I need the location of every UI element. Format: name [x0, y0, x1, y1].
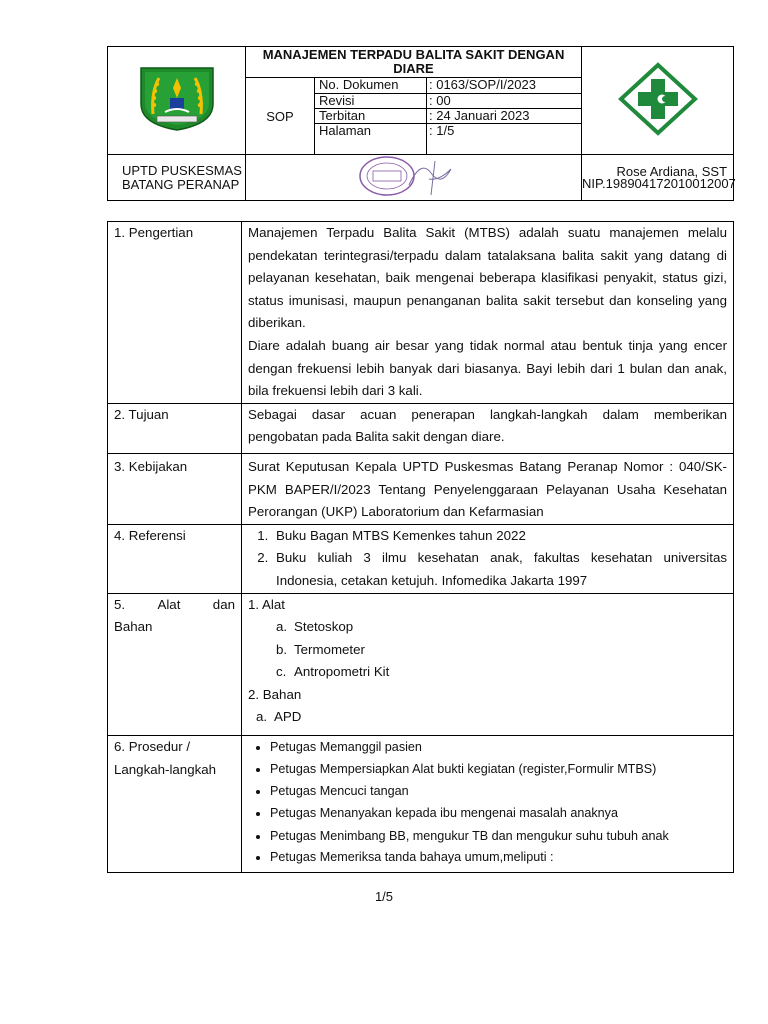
signer-name: Rose Ardiana, SST	[616, 163, 728, 179]
signature-area	[246, 155, 582, 201]
list-item: • Petugas Mencuci tangan	[270, 780, 727, 802]
list-item	[276, 639, 727, 662]
section-content	[242, 593, 734, 736]
list-text: APD	[274, 709, 302, 725]
meta-key-halaman: Halaman	[315, 124, 427, 155]
bahan-title: 2. Bahan	[248, 686, 302, 702]
list-marker: b.	[276, 641, 288, 657]
label-word-dan: dan	[212, 596, 235, 612]
list-item: • Petugas Mempersiapkan Alat bukti kegiatan (register,Formulir MTBS)	[270, 758, 727, 780]
section-tujuan	[108, 403, 734, 453]
list-marker: c.	[276, 664, 287, 680]
list-item: 2. Buku kuliah 3 ilmu kesehatan anak, fakultas kesehatan universitas Indonesia, cetakan ketujuh. Infomedika Jakarta 1997	[272, 547, 727, 592]
list-marker: a.	[276, 619, 288, 635]
label-word-alat: Alat	[157, 596, 181, 612]
list-item: • Petugas Menanyakan kepada ibu mengenai masalah anaknya	[270, 802, 727, 824]
organization-name	[108, 155, 246, 201]
section-label: 4. Referensi	[108, 524, 242, 593]
section-label	[108, 593, 242, 736]
list-item: • Petugas Memeriksa tanda bahaya umum,meliputi :	[270, 846, 727, 868]
section-label: 1. Pengertian	[108, 222, 242, 404]
official-stamp-icon	[339, 155, 489, 197]
section-label: 3. Kebijakan	[108, 453, 242, 524]
sop-label: SOP	[246, 78, 315, 155]
list-item	[276, 661, 727, 684]
meta-value-no-dokumen: : 0163/SOP/I/2023	[427, 78, 582, 94]
section-label	[108, 736, 242, 873]
kebijakan-text: Surat Keputusan Kepala UPTD Puskesmas Batang Peranap Nomor : 040/SK-PKM BAPER/I/2023 Tentang Penyelenggaraan Pelayanan Usaha Kesehatan Perorangan (UKP) Laboratorium dan Kefarmasian	[242, 453, 734, 524]
regency-emblem-cell	[108, 47, 246, 155]
list-item	[276, 616, 727, 639]
signer-info	[582, 155, 734, 201]
section-kebijakan	[108, 453, 734, 524]
meta-key-no-dokumen: No. Dokumen	[315, 78, 427, 94]
section-prosedur	[108, 736, 734, 873]
section-referensi	[108, 524, 734, 593]
label-line-2: Langkah-langkah	[114, 761, 217, 777]
meta-value-halaman: : 1/5	[427, 124, 582, 155]
meta-key-terbitan: Terbitan	[315, 109, 427, 124]
list-text: Antropometri Kit	[294, 664, 390, 680]
alat-title: 1. Alat	[248, 596, 285, 612]
label-number: 5.	[114, 596, 126, 612]
puskesmas-logo-cell	[582, 47, 734, 155]
meta-key-revisi: Revisi	[315, 94, 427, 109]
label-word-bahan: Bahan	[114, 619, 153, 635]
list-item: • Petugas Memanggil pasien	[270, 736, 727, 758]
sop-content-table	[107, 221, 734, 873]
list-item	[256, 706, 727, 729]
page-number: 1/5	[374, 889, 394, 904]
pengertian-paragraph-1: Manajemen Terpadu Balita Sakit (MTBS) adalah suatu manajemen melalu pendekatan terintegrasi/terpadu dalam tatalaksana balita sakit yang datang di pelayanan kesehatan, baik mengenai beberapa klasifikasi penyakit, status gizi, status imunisasi, maupun penanganan balita sakit tersebut dan konseling yang diberikan.	[248, 225, 727, 331]
section-content	[242, 736, 734, 873]
list-marker: a.	[256, 709, 268, 725]
organization-line-1: UPTD PUSKESMAS	[122, 162, 242, 178]
pengertian-paragraph-2: Diare adalah buang air besar yang tidak normal atau bentuk tinja yang encer dengan frekuensi lebih banyak dari biasanya. Bayi lebih dari 1 bulan dan anak, bila frekuensi lebih dari 3 kali.	[248, 337, 727, 399]
section-alat-bahan	[108, 593, 734, 736]
label-line-1: 6. Prosedur /	[114, 739, 191, 755]
section-content	[242, 222, 734, 404]
signer-nip: NIP.198904172010012007	[582, 175, 736, 191]
tujuan-text: Sebagai dasar acuan penerapan langkah-langkah dalam memberikan pengobatan pada Balita sakit dengan diare.	[242, 403, 734, 453]
list-item: • Petugas Menimbang BB, mengukur TB dan mengukur suhu tubuh anak	[270, 824, 727, 846]
section-content	[242, 524, 734, 593]
puskesmas-logo-icon	[618, 62, 698, 136]
organization-line-2: BATANG PERANAP	[122, 176, 240, 192]
regency-emblem-icon	[137, 66, 217, 132]
list-item: 1. Buku Bagan MTBS Kemenkes tahun 2022	[272, 525, 727, 548]
sop-header-table	[107, 46, 734, 201]
list-text: Termometer	[294, 641, 365, 657]
meta-value-revisi: : 00	[427, 94, 582, 109]
meta-value-terbitan: : 24 Januari 2023	[427, 109, 582, 124]
section-label: 2. Tujuan	[108, 403, 242, 453]
list-text: Stetoskop	[294, 619, 354, 635]
section-pengertian	[108, 222, 734, 404]
document-title: MANAJEMEN TERPADU BALITA SAKIT DENGAN DIARE	[246, 47, 582, 78]
